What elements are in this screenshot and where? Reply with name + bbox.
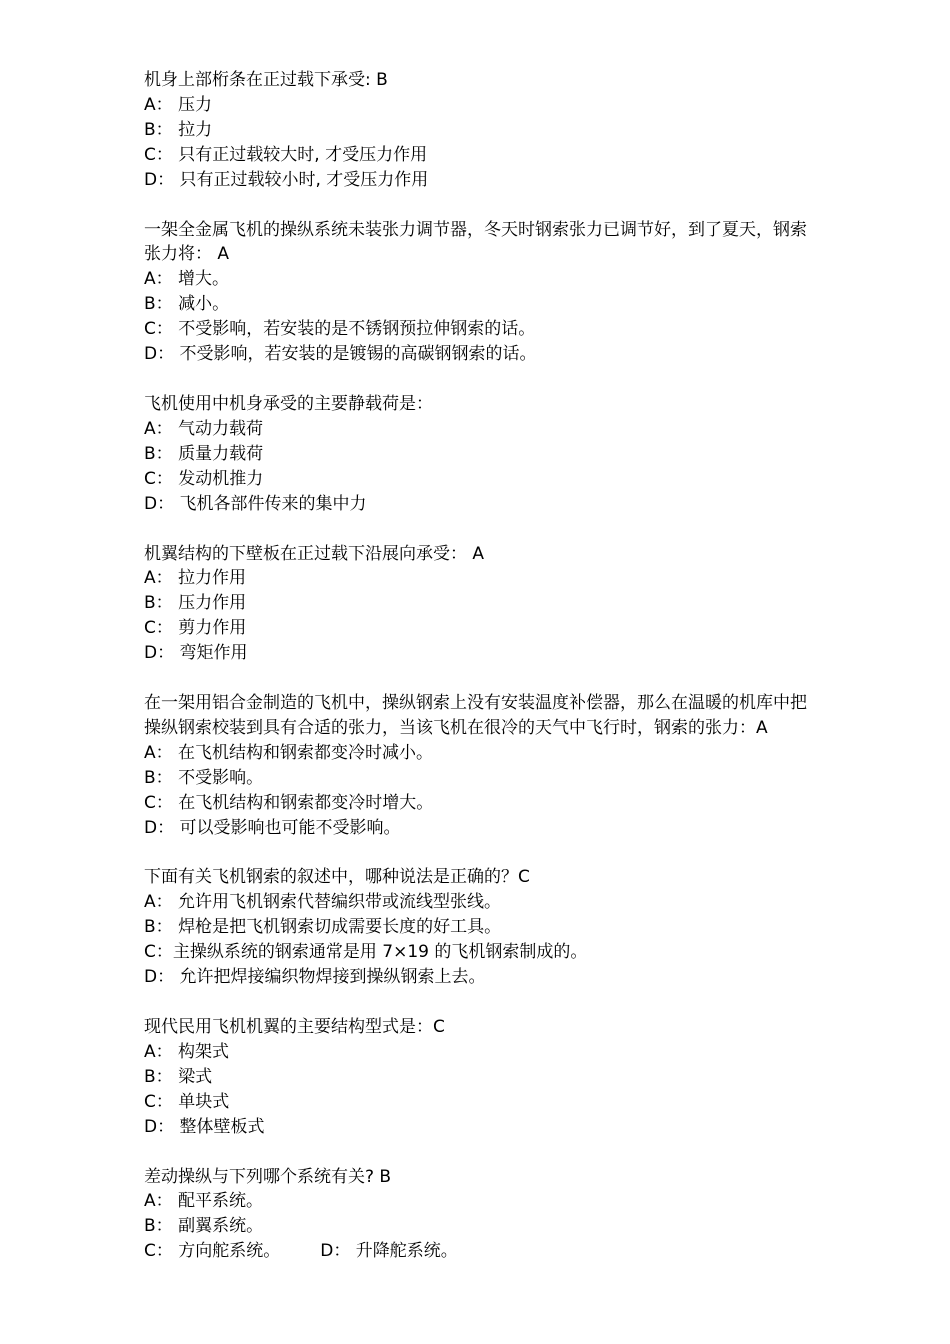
question-stem: 飞机使用中机身承受的主要静载荷是： xyxy=(144,393,433,414)
option-row-cd xyxy=(144,1239,884,1264)
question-stem-line-2: 操纵钢索校装到具有合适的张力，当该飞机在很冷的天气中飞行时，钢索的张力：A xyxy=(144,717,768,738)
option-a: A： 在飞机结构和钢索都变冷时减小。 xyxy=(144,742,434,763)
question-stem: 机身上部桁条在正过载下承受: B xyxy=(144,70,388,90)
option-b: B： 副翼系统。 xyxy=(144,1216,264,1237)
option-b: B： 拉力 xyxy=(144,119,213,140)
option-c: C： 方向舵系统。 xyxy=(144,1241,281,1262)
question-3 xyxy=(144,392,884,517)
question-7 xyxy=(144,1015,884,1140)
option-a: A： 构架式 xyxy=(144,1041,230,1062)
question-stem: 机翼结构的下壁板在正过载下沿展向承受： A xyxy=(144,543,485,564)
option-d: D： 只有正过载较小时, 才受压力作用 xyxy=(144,169,429,190)
option-b: B： 梁式 xyxy=(144,1066,213,1087)
option-d: D： 不受影响，若安装的是镀锡的高碳钢钢索的话。 xyxy=(144,344,537,365)
option-c: C：主操纵系统的钢索通常是用 7×19 的飞机钢索制成的。 xyxy=(144,942,588,963)
option-a: A： 压力 xyxy=(144,94,213,115)
option-b: B： 减小。 xyxy=(144,294,230,315)
question-stem: 现代民用飞机机翼的主要结构型式是：C xyxy=(144,1017,445,1037)
question-stem-line-2: 张力将： A xyxy=(144,244,230,265)
question-6 xyxy=(144,865,884,990)
question-1 xyxy=(144,68,884,193)
question-5 xyxy=(144,691,884,840)
option-d: D： 可以受影响也可能不受影响。 xyxy=(144,817,401,838)
option-a: A： 拉力作用 xyxy=(144,568,247,589)
option-c: C： 剪力作用 xyxy=(144,618,247,639)
option-d: D： 允许把焊接编织物焊接到操纵钢索上去。 xyxy=(144,967,486,988)
question-stem-line-1: 一架全金属飞机的操纵系统未装张力调节器，冬天时钢索张力已调节好，到了夏天，钢索 xyxy=(144,219,807,240)
option-d: D： 升降舵系统。 xyxy=(320,1241,458,1262)
option-a: A： 增大。 xyxy=(144,269,230,290)
question-4 xyxy=(144,542,884,667)
option-b: B： 焊枪是把飞机钢索切成需要长度的好工具。 xyxy=(144,917,502,938)
option-a: A： 配平系统。 xyxy=(144,1191,264,1212)
option-c: C： 在飞机结构和钢索都变冷时增大。 xyxy=(144,792,434,813)
option-c: C： 发动机推力 xyxy=(144,468,264,489)
option-d: D： 弯矩作用 xyxy=(144,643,248,664)
question-stem: 差动操纵与下列哪个系统有关? B xyxy=(144,1166,392,1187)
option-b: B： 压力作用 xyxy=(144,593,247,614)
option-a: A： 气动力载荷 xyxy=(144,418,264,439)
option-c: C： 不受影响，若安装的是不锈钢预拉伸钢索的话。 xyxy=(144,319,536,340)
option-c: C： 单块式 xyxy=(144,1091,230,1112)
option-a: A： 允许用飞机钢索代替编织带或流线型张线。 xyxy=(144,892,502,913)
question-document xyxy=(144,68,884,1289)
question-2 xyxy=(144,218,884,367)
option-d: D： 飞机各部件传来的集中力 xyxy=(144,493,367,514)
question-8 xyxy=(144,1165,884,1265)
option-b: B： 不受影响。 xyxy=(144,767,264,788)
option-d: D： 整体壁板式 xyxy=(144,1116,265,1137)
option-c: C： 只有正过载较大时, 才受压力作用 xyxy=(144,144,428,165)
question-stem-line-1: 在一架用铝合金制造的飞机中，操纵钢索上没有安装温度补偿器，那么在温暖的机库中把 xyxy=(144,693,807,714)
option-b: B： 质量力载荷 xyxy=(144,443,264,464)
question-stem: 下面有关飞机钢索的叙述中，哪种说法是正确的？C xyxy=(144,867,530,888)
